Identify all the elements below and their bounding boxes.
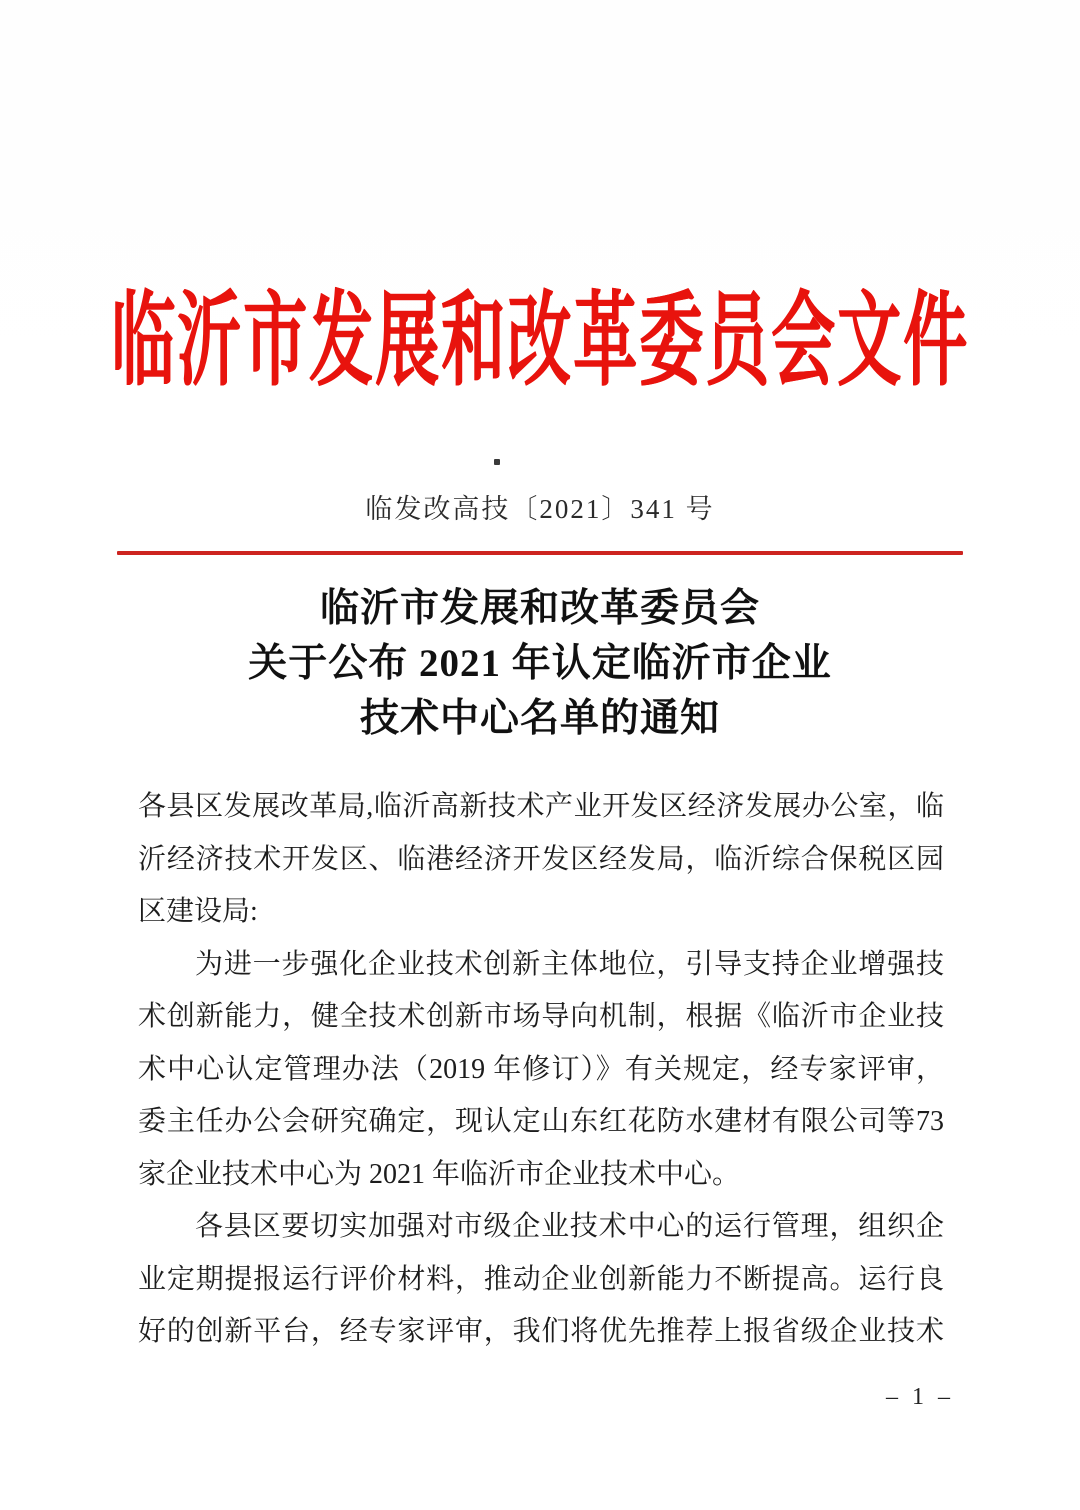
red-divider-rule (117, 551, 963, 555)
body-line: 业定期提报运行评价材料，推动企业创新能力不断提高。运行良 (138, 1263, 944, 1295)
body-line: 各县区要切实加强对市级企业技术中心的运行管理，组织企 (195, 1211, 944, 1242)
doc-number: 临发改高技〔2021〕341 号 (365, 494, 715, 524)
body-line: 术中心认定管理办法（2019 年修订）》有关规定，经专家评审， (138, 1053, 944, 1085)
agency-header-wrap (0, 276, 1080, 408)
page-number: – 1 – (886, 1384, 954, 1410)
body-line: 各县区发展改革局,临沂高新技术产业开发区经济发展办公室，临 (138, 791, 944, 822)
body-line: 好的创新平台，经专家评审，我们将优先推荐上报省级企业技术 (138, 1316, 944, 1347)
body-line: 区建设局: (138, 896, 258, 927)
body-line: 委主任办公会研究确定，现认定山东红花防水建材有限公司等73 (138, 1106, 944, 1137)
agency-header-title: 临沂市发展和改革委员会文件 (111, 284, 969, 398)
body-line: 术创新能力，健全技术创新市场导向机制，根据《临沂市企业技 (138, 1001, 944, 1032)
doc-title-line-1: 临沂市发展和改革委员会 (319, 587, 760, 630)
doc-title-line-3: 技术中心名单的通知 (359, 697, 720, 740)
body-line: 为进一步强化企业技术创新主体地位，引导支持企业增强技 (195, 948, 944, 980)
body-line: 沂经济技术开发区、临港经济开发区经发局，临沂综合保税区园 (138, 843, 944, 875)
body-text (138, 781, 944, 1359)
ink-speck (494, 459, 500, 465)
doc-title-line-2: 关于公布 2021 年认定临沂市企业 (248, 642, 832, 685)
body-line: 家企业技术中心为 2021 年临沂市企业技术中心。 (138, 1158, 741, 1190)
doc-title (0, 581, 1080, 746)
